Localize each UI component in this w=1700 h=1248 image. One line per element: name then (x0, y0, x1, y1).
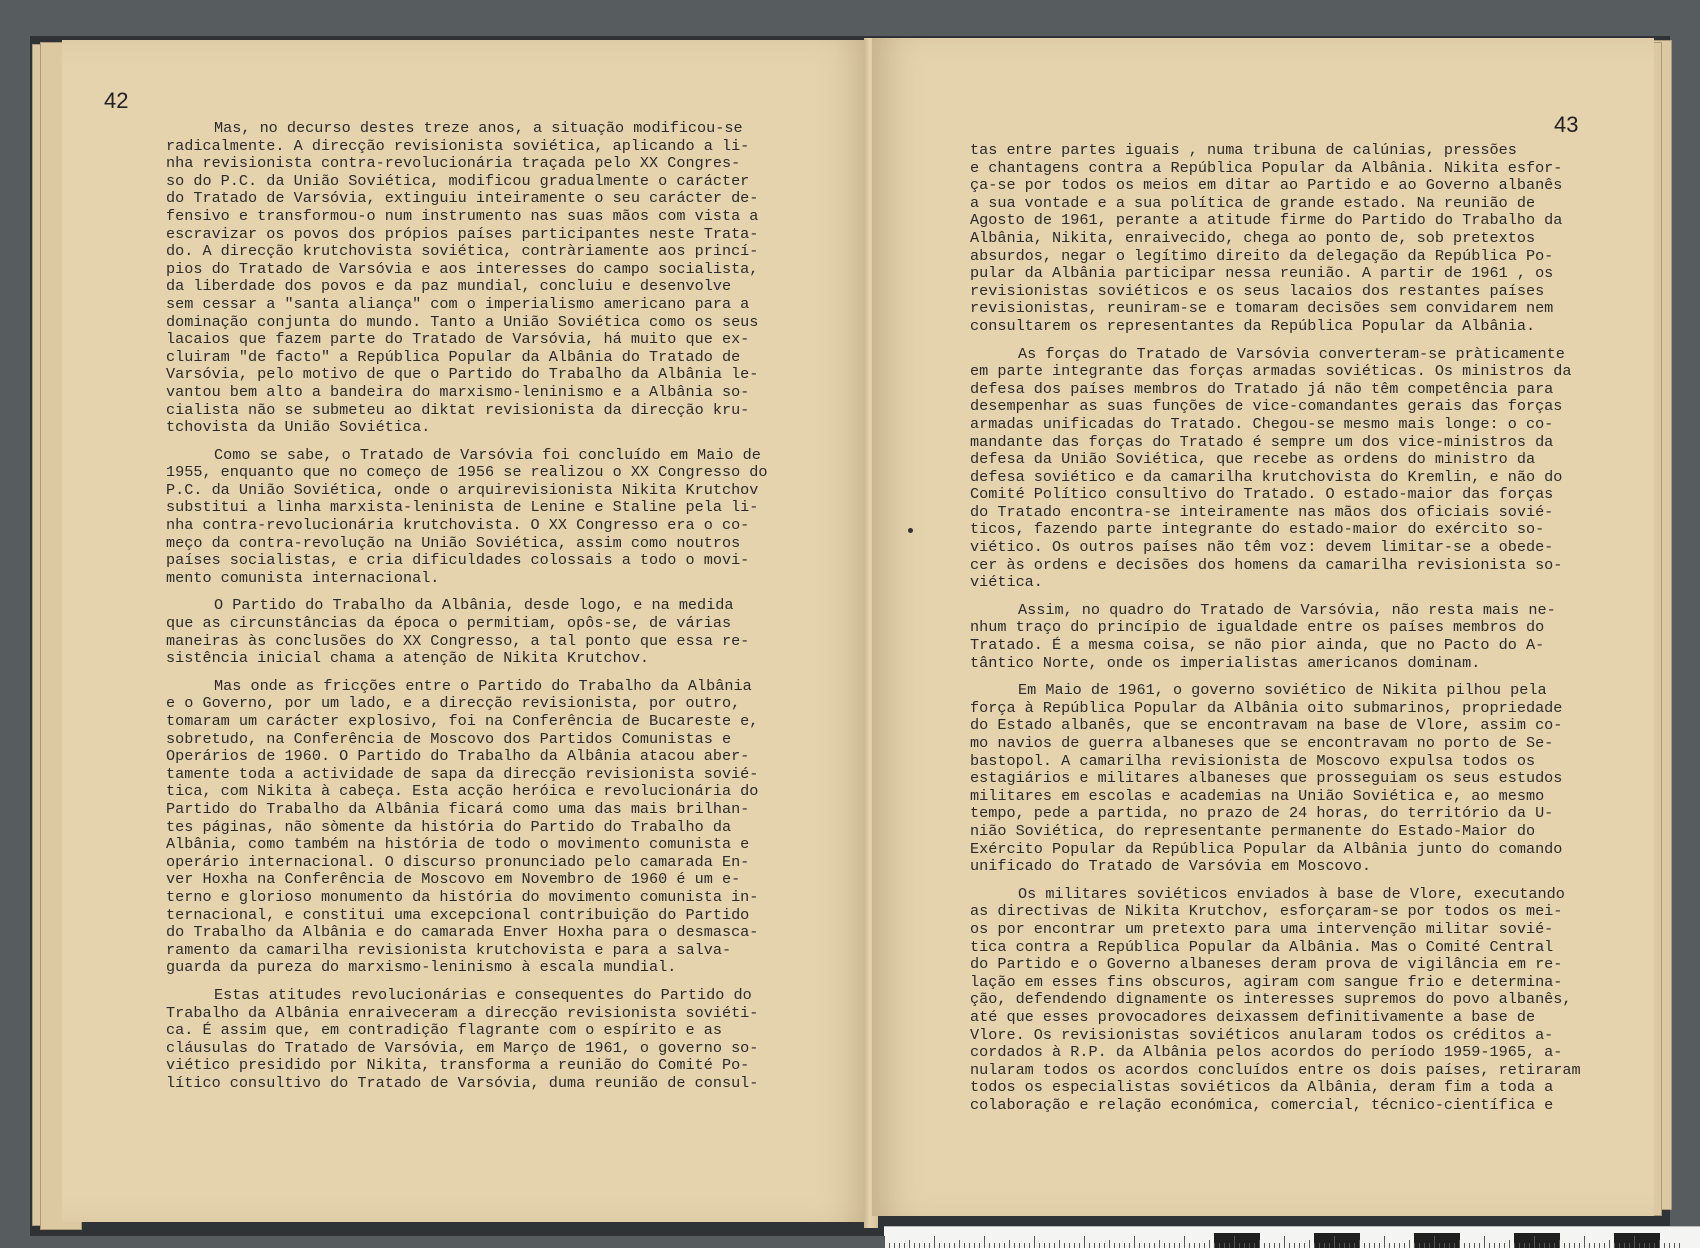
ruler-tick (1149, 1243, 1150, 1248)
ruler-tick (1474, 1243, 1475, 1248)
left-page-text (166, 120, 814, 1102)
ruler-tick (1369, 1243, 1370, 1248)
ruler-tick (1494, 1243, 1495, 1248)
paragraph: Assim, no quadro do Tratado de Varsóvia, não resta mais ne- nhum traço do princípio de igualdade entre os países membros do Tratado. É a mesma coisa, se não pior ainda, que no Pacto do A- tântico Norte, onde os imperialistas americanos dominam. (970, 600, 1556, 672)
ruler-tick (1454, 1243, 1455, 1248)
ruler-tick (1394, 1243, 1395, 1248)
ruler-tick (1169, 1243, 1170, 1248)
ruler-tick (1219, 1243, 1220, 1248)
page-number: 42 (104, 88, 129, 113)
ruler-tick (1264, 1243, 1265, 1248)
ruler-tick (1379, 1243, 1380, 1248)
ruler-tick (1184, 1236, 1185, 1248)
ruler-tick (1644, 1243, 1645, 1248)
ruler-tick (1094, 1243, 1095, 1248)
ruler-tick (1049, 1243, 1050, 1248)
ruler-tick (1604, 1243, 1605, 1248)
ruler-tick (1124, 1243, 1125, 1248)
ruler-tick (914, 1243, 915, 1248)
ruler-tick (1174, 1243, 1175, 1248)
ruler-tick (904, 1243, 905, 1248)
ruler-tick (1064, 1243, 1065, 1248)
ruler-tick (1374, 1243, 1375, 1248)
ruler-tick (1054, 1243, 1055, 1248)
ruler-tick (1099, 1243, 1100, 1248)
ruler-tick (989, 1243, 990, 1248)
ruler-tick (969, 1243, 970, 1248)
ruler-tick (974, 1243, 975, 1248)
ruler-tick (1319, 1243, 1320, 1248)
ruler-tick (1419, 1243, 1420, 1248)
paragraph: Em Maio de 1961, o governo soviético de Nikita pilhou pela força à República Popular da Albânia oito submarinos, propriedade do Estado albanês, que se encontravam na base de Vlore, assim co- mo navios de guerra albaneses que se encontravam no porto de Se- bastopol. A camarilha revisionista de Moscovo expulsa todos os estagiários e militares albaneses que prosseguiam os seus estudos militares em escolas e academias na União Soviética e, ao mesmo tempo, pede a partida, no prazo de 24 horas, do território da U- nião Soviética, do representante permanente do Estado-Maior do Exército Popular da República Popular da Albânia junto do comando unificado do Tratado de Varsóvia em Moscovo. (970, 681, 1563, 876)
ruler-tick (1534, 1236, 1535, 1248)
ruler-tick (1194, 1243, 1195, 1248)
ruler-tick (1204, 1243, 1205, 1248)
ruler-tick (1344, 1243, 1345, 1248)
ruler-tick (1274, 1243, 1275, 1248)
ink-dot (908, 528, 913, 533)
ruler-tick (1239, 1243, 1240, 1248)
paragraph: As forças do Tratado de Varsóvia converteram-se pràticamente em parte integrante das forças armadas soviéticas. Os ministros da defesa dos países membros do Tratado já não têm competência para desempenhar as suas funções de vice-comandantes gerais das forças armadas unificadas do Tratado. Chegou-se mesmo mais longe: o co- mandante das forças do Tratado é sempre um dos vice-ministros da defesa da União Soviética, que recebe as ordens do ministro da defesa soviético e da camarilha krutchovista do Kremlin, e não do Comité Político consultivo do Tratado. O estado-maior das forças do Tratado encontra-se inteiramente nas mãos dos oficiais sovié- ticos, fazendo parte integrante do estado-maior do exército so- viético. Os outros países não têm voz: devem limitar-se a obede- cer às ordens e decisões dos homens da camarilha revisionista so- viética. (970, 344, 1572, 592)
paragraph: Estas atitudes revolucionárias e consequentes do Partido do Trabalho da Albânia enraiveceram a direcção revisionista soviéti- ca. É assim que, em contradição flagrante com o espírito e as cláusulas do Tratado de Varsóvia, em Março de 1961, o governo so- viético presidido por Nikita, transforma a reunião do Comité Po- lítico consultivo do Tratado de Varsóvia, duma reunião de consul- (166, 985, 759, 1092)
ruler-tick (1614, 1243, 1615, 1248)
ruler-tick (1574, 1243, 1575, 1248)
ruler-tick (949, 1243, 950, 1248)
ruler-tick (889, 1243, 890, 1248)
ruler-tick (1579, 1243, 1580, 1248)
ruler-tick (1084, 1236, 1085, 1248)
ruler-tick (1519, 1243, 1520, 1248)
ruler-tick (924, 1243, 925, 1248)
ruler-tick (1429, 1243, 1430, 1248)
ruler-tick (1089, 1243, 1090, 1248)
ruler-tick (1069, 1243, 1070, 1248)
ruler-tick (1449, 1243, 1450, 1248)
ruler-tick (994, 1243, 995, 1248)
ruler-tick (1499, 1243, 1500, 1248)
paragraph: tas entre partes iguais , numa tribuna de calúnias, pressões e chantagens contra a República Popular da Albânia. Nikita esfor- ça-se por todos os meios em ditar ao Partido e ao Governo albanês a sua vontade e a sua política de grande estado. Na reunião de Agosto de 1961, perante a atitude firme do Partido do Trabalho da Albânia, Nikita, enraivecido, chega ao ponto de, sob pretextos absurdos, negar o legítimo direito da delegação da República Po- pular da Albânia participar nessa reunião. A partir de 1961 , os revisionistas soviéticos e os seus lacaios dos restantes países revisionistas, reuniram-se e tomaram decisões sem convidarem nem consultarem os representantes da República Popular da Albânia. (970, 141, 1563, 335)
ruler-tick (1154, 1243, 1155, 1248)
ruler-tick (1004, 1243, 1005, 1248)
ruler-tick (979, 1243, 980, 1248)
ruler-tick (1569, 1243, 1570, 1248)
ruler-tick (1529, 1243, 1530, 1248)
ruler-tick (1539, 1243, 1540, 1248)
ruler-tick (1189, 1243, 1190, 1248)
ruler-tick (1294, 1243, 1295, 1248)
ruler-tick (1589, 1243, 1590, 1248)
ruler-tick (1639, 1243, 1640, 1248)
paragraph: O Partido do Trabalho da Albânia, desde logo, e na medida que as circunstâncias da época o permitiam, opôs-se, de várias maneiras às conclusões do XX Congresso, a tal ponto que essa re- sistência inicial chama a atenção de Nikita Krutchov. (166, 596, 750, 668)
ruler-tick (964, 1243, 965, 1248)
ruler-tick (1514, 1243, 1515, 1248)
ruler-tick (1594, 1243, 1595, 1248)
ruler-tick (1669, 1243, 1670, 1248)
ruler-tick (1399, 1243, 1400, 1248)
ruler-tick (884, 1236, 885, 1248)
ruler-tick (1284, 1236, 1285, 1248)
ruler-tick (1489, 1243, 1490, 1248)
paragraph: Mas onde as fricções entre o Partido do Trabalho da Albânia e o Governo, por um lado, e a direcção revisionista, por outro, tomaram um carácter explosivo, foi na Conferência de Bucareste e, sobretudo, na Conferência de Moscovo dos Partidos Comunistas e Operários de 1960. O Partido do Trabalho da Albânia atacou aber- tamente toda a actividade de sapa da direcção revisionista sovié- tica, com Nikita à cabeça. Esta acção heróica e revolucionária do Partido do Trabalho da Albânia ficará como uma das mais brilhan- tes páginas, não sòmente da história do Partido do Trabalho da Albânia, como também na história de todo o movimento comunista e operário internacional. O discurso pronunciado pelo camarada En- ver Hoxha na Conferência de Moscovo em Novembro de 1960 é um e- terno e glorioso monumento da história do movimento comunista in- ternacional, e constitui uma excepcional contribuição do Partido do Trabalho da Albânia e do camarada Enver Hoxha para o desmasca- ramento da camarilha revisionista krutchovista e para a salva- guarda da pureza do marxismo-leninismo à escala mundial. (166, 676, 759, 977)
ruler-tick (1014, 1243, 1015, 1248)
ruler-tick (1034, 1236, 1035, 1248)
ruler-tick (1544, 1243, 1545, 1248)
ruler-tick (1144, 1243, 1145, 1248)
ruler-tick (1249, 1243, 1250, 1248)
ruler-tick (1129, 1243, 1130, 1248)
ruler-tick (1479, 1243, 1480, 1248)
ruler-tick (1634, 1236, 1635, 1248)
ruler-tick (1329, 1243, 1330, 1248)
ruler-tick (1269, 1243, 1270, 1248)
ruler-tick (899, 1243, 900, 1248)
ruler-tick (1299, 1243, 1300, 1248)
ruler-tick (919, 1243, 920, 1248)
ruler-tick (1469, 1243, 1470, 1248)
ruler-tick (1629, 1243, 1630, 1248)
ruler-tick (1039, 1243, 1040, 1248)
ruler-tick (1464, 1243, 1465, 1248)
ruler-tick (929, 1243, 930, 1248)
ruler-tick (1214, 1243, 1215, 1248)
ruler-tick (1389, 1243, 1390, 1248)
ruler-tick (1019, 1243, 1020, 1248)
ruler-tick (1434, 1236, 1435, 1248)
ruler-tick (1504, 1243, 1505, 1248)
ruler-tick (1254, 1243, 1255, 1248)
ruler-tick (1339, 1243, 1340, 1248)
ruler-tick (1289, 1243, 1290, 1248)
ruler-tick (944, 1243, 945, 1248)
ruler-tick (1079, 1243, 1080, 1248)
ruler-tick (1439, 1243, 1440, 1248)
ruler-tick (1244, 1243, 1245, 1248)
ruler-tick (1384, 1236, 1385, 1248)
ruler-tick (939, 1243, 940, 1248)
ruler-tick (1674, 1243, 1675, 1248)
ruler-tick (1404, 1243, 1405, 1248)
scale-ruler (884, 1226, 1700, 1248)
ruler-tick (1334, 1236, 1335, 1248)
ruler-tick (1564, 1243, 1565, 1248)
ruler-tick (1354, 1243, 1355, 1248)
ruler-tick (1024, 1243, 1025, 1248)
ruler-tick (1584, 1236, 1585, 1248)
right-page-text (970, 142, 1608, 1124)
ruler-tick (1424, 1243, 1425, 1248)
ruler-tick (1444, 1243, 1445, 1248)
ruler-tick (1304, 1243, 1305, 1248)
ruler-tick (1624, 1243, 1625, 1248)
ruler-tick (1619, 1243, 1620, 1248)
ruler-tick (1114, 1243, 1115, 1248)
ruler-tick (1679, 1243, 1680, 1248)
ruler-tick (1229, 1243, 1230, 1248)
ruler-tick (1414, 1243, 1415, 1248)
left-page (62, 40, 871, 1222)
ruler-tick (1139, 1243, 1140, 1248)
ruler-tick (1364, 1243, 1365, 1248)
ruler-tick (1314, 1243, 1315, 1248)
ruler-tick (1234, 1236, 1235, 1248)
ruler-tick (894, 1243, 895, 1248)
ruler-tick (1179, 1243, 1180, 1248)
ruler-tick (1349, 1243, 1350, 1248)
ruler-tick (1484, 1236, 1485, 1248)
ruler-tick (1224, 1243, 1225, 1248)
ruler-tick (1074, 1243, 1075, 1248)
right-page (872, 38, 1654, 1216)
page-number: 43 (1554, 112, 1579, 137)
ruler-tick (1134, 1236, 1135, 1248)
ruler-tick (1279, 1243, 1280, 1248)
ruler-tick (1654, 1243, 1655, 1248)
ruler-tick (999, 1243, 1000, 1248)
paragraph: Como se sabe, o Tratado de Varsóvia foi concluído em Maio de 1955, enquanto que no começo de 1956 se realizou o XX Congresso do P.C. da União Soviética, onde o arquirevisionista Nikita Krutchov substitui a linha marxista-leninista de Lenine e Staline pela li- nha contra-revolucionária krutchovista. O XX Congresso era o co- meço da contra-revolução na União Soviética, assim como noutros países socialistas, e cria dificuldades colossais a todo o movi- mento comunista internacional. (166, 445, 768, 587)
ruler-tick (1649, 1243, 1650, 1248)
ruler-tick (1324, 1243, 1325, 1248)
ruler-tick (1664, 1243, 1665, 1248)
ruler-tick (1164, 1243, 1165, 1248)
ruler-tick (1119, 1243, 1120, 1248)
ruler-tick (1044, 1243, 1045, 1248)
ruler-tick (1104, 1243, 1105, 1248)
ruler-tick (1549, 1243, 1550, 1248)
ruler-tick (1524, 1243, 1525, 1248)
ruler-tick (1199, 1243, 1200, 1248)
ruler-tick (1554, 1243, 1555, 1248)
ruler-tick (1599, 1243, 1600, 1248)
ruler-tick (934, 1236, 935, 1248)
paragraph: Mas, no decurso destes treze anos, a situação modificou-se radicalmente. A direcção revisionista soviética, aplicando a li- nha revisionista contra-revolucionária traçada pelo XX Congres- so do P.C. da União Soviética, modificou gradualmente o carácter do Tratado de Varsóvia, extinguiu inteiramente o seu carácter de- fensivo e transformou-o num instrumento nas suas mãos com vista a escravizar os povos dos própios países participantes neste Trata- do. A direcção krutchovista soviética, contràriamente aos princí- pios do Tratado de Varsóvia e aos interesses do campo socialista, da liberdade dos povos e da paz mundial, concluiu e desenvolve sem cessar a "santa aliança" com o imperialismo americano para a dominação conjunta do mundo. Tanto a União Soviética como os seus lacaios que fazem parte do Tratado de Varsóvia, há muito que ex- cluiram "de facto" a República Popular da Albânia do Tratado de Varsóvia, pelo motivo de que o Partido do Trabalho da Albânia le- vantou bem alto a bandeira do marxismo-leninismo e a Albânia so- cialista não se submeteu ao diktat revisionista da direcção kru- tchovista da União Soviética. (166, 119, 759, 437)
ruler-tick (1029, 1243, 1030, 1248)
paragraph: Os militares soviéticos enviados à base de Vlore, executando as directivas de Nikita Krutchov, esforçaram-se por todos os mei- os por encontrar um pretexto para uma intervenção militar sovié- tica contra a República Popular da Albânia. Mas o Comité Central do Partido e o Governo albaneses deram prova de vigilância em re- lação em esses fins obscuros, agiram com sangue frio e determina- ção, defendendo dignamente os interesses supremos do povo albanês, até que esses provocadores deixassem definitivamente a base de Vlore. Os revisionistas soviéticos anularam todos os créditos a- cordados à R.P. da Albânia pelos acordos do período 1959-1965, a- nularam todos os acordos concluídos entre os dois países, retiraram todos os especialistas soviéticos da Albânia, deram fim a toda a colaboração e relação económica, comercial, técnico-científica e (970, 884, 1581, 1114)
ruler-tick (954, 1243, 955, 1248)
ruler-tick (984, 1236, 985, 1248)
